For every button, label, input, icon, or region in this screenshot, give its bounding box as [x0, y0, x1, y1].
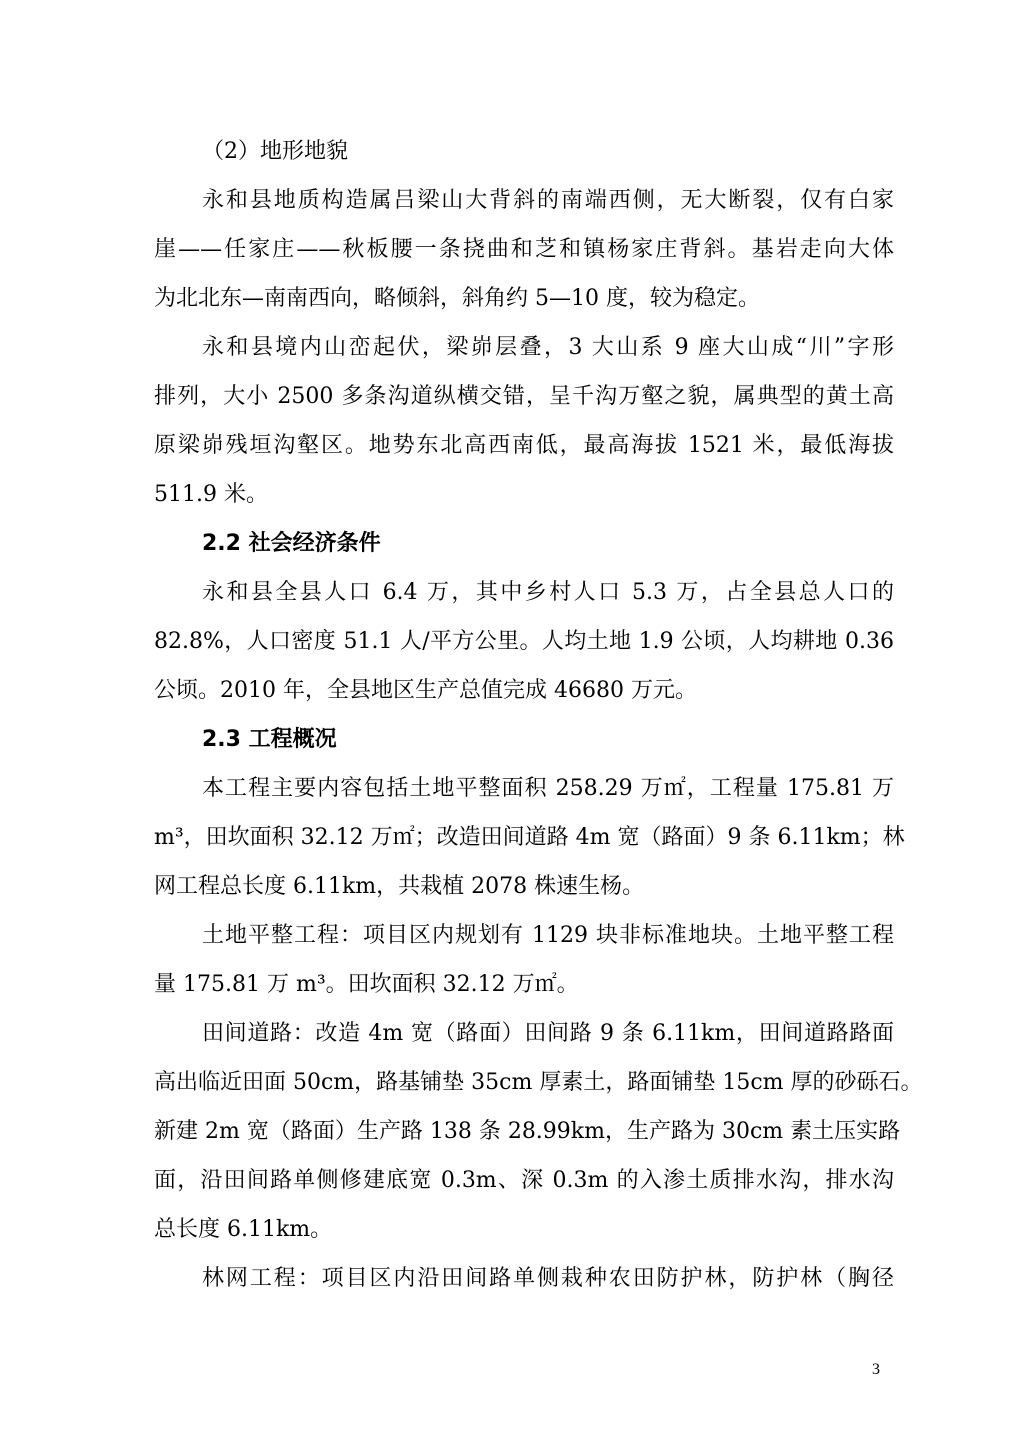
paragraph-line: 崖——任家庄——秋板腰一条挠曲和芝和镇杨家庄背斜。基岩走向大体 [154, 237, 894, 262]
paragraph-line: 新建 2m 宽（路面）生产路 138 条 28.99km，生产路为 30cm 素土压实路 [154, 1119, 901, 1144]
paragraph-line: 本工程主要内容包括土地平整面积 258.29 万㎡，工程量 175.81 万 [202, 776, 894, 801]
paragraph-line: 土地平整工程：项目区内规划有 1129 块非标准地块。土地平整工程 [202, 923, 894, 948]
paragraph-line: 82.8%，人口密度 51.1 人/平方公里。人均土地 1.9 公顷，人均耕地 0.36 [154, 629, 894, 654]
paragraph-line: 林网工程：项目区内沿田间路单侧栽种农田防护林，防护林（胸径 [202, 1266, 894, 1291]
paragraph-line: 为北北东—南南西向，略倾斜，斜角约 5—10 度，较为稳定。 [154, 286, 760, 311]
paragraph-line: 高出临近田面 50cm，路基铺垫 35cm 厚素土，路面铺垫 15cm 厚的砂砾石。 [154, 1070, 923, 1095]
paragraph-line: 公顷。2010 年，全县地区生产总值完成 46680 万元。 [154, 678, 697, 703]
paragraph-line: 原梁峁残垣沟壑区。地势东北高西南低，最高海拔 1521 米，最低海拔 [154, 433, 894, 458]
subsection-heading-terrain: （2）地形地貌 [202, 139, 348, 164]
paragraph-line: 总长度 6.11km。 [154, 1217, 333, 1242]
paragraph-line: 网工程总长度 6.11km，共栽植 2078 株速生杨。 [154, 874, 645, 899]
section-heading-2-2: 2.2 社会经济条件 [202, 531, 381, 556]
paragraph-line: 田间道路：改造 4m 宽（路面）田间路 9 条 6.11km，田间道路路面 [202, 1021, 894, 1046]
paragraph-line: 量 175.81 万 m³。田坎面积 32.12 万㎡。 [154, 972, 579, 997]
paragraph-line: 永和县境内山峦起伏，梁峁层叠，3 大山系 9 座大山成“川”字形 [202, 335, 894, 360]
paragraph-line: 永和县地质构造属吕梁山大背斜的南端西侧，无大断裂，仅有白家 [202, 188, 894, 213]
paragraph-line: 排列，大小 2500 多条沟道纵横交错，呈千沟万壑之貌，属典型的黄土高 [154, 384, 894, 409]
page-number: 3 [872, 1361, 880, 1378]
paragraph-line: 永和县全县人口 6.4 万，其中乡村人口 5.3 万，占全县总人口的 [202, 580, 894, 605]
section-heading-2-3: 2.3 工程概况 [202, 727, 337, 752]
paragraph-line: m³，田坎面积 32.12 万㎡；改造田间道路 4m 宽（路面）9 条 6.11km；林 [154, 825, 905, 850]
paragraph-line: 511.9 米。 [154, 482, 268, 507]
paragraph-line: 面，沿田间路单侧修建底宽 0.3m、深 0.3m 的入渗土质排水沟，排水沟 [154, 1168, 894, 1193]
